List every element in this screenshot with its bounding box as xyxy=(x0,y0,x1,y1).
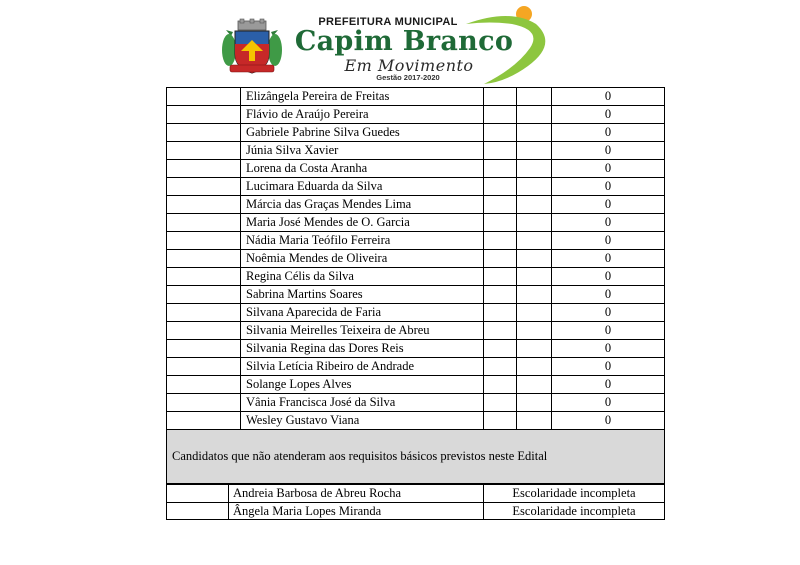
table-row xyxy=(167,394,664,412)
motto: Em Movimento xyxy=(344,56,474,75)
candidate-score: 0 xyxy=(604,359,612,373)
candidate-name: Sabrina Martins Soares xyxy=(241,286,484,303)
candidate-name: Silvania Regina das Dores Reis xyxy=(241,340,484,357)
index-cell xyxy=(167,88,241,105)
empty-cell xyxy=(484,214,517,231)
index-cell xyxy=(167,142,241,159)
candidate-name: Márcia das Graças Mendes Lima xyxy=(241,196,484,213)
table-row xyxy=(167,412,664,430)
section-title: Candidatos que não atenderam aos requisitos básicos previstos neste Edital xyxy=(172,449,548,463)
table-row xyxy=(167,502,664,520)
empty-cell xyxy=(484,250,517,267)
candidate-name: Nádia Maria Teófilo Ferreira xyxy=(241,232,484,249)
candidate-name: Noêmia Mendes de Oliveira xyxy=(241,250,484,267)
table-row xyxy=(167,124,664,142)
candidate-score: 0 xyxy=(604,305,612,319)
candidate-score: 0 xyxy=(604,413,612,427)
empty-cell xyxy=(484,160,517,177)
empty-cell xyxy=(517,214,552,231)
index-cell xyxy=(167,358,241,375)
index-cell xyxy=(167,232,241,249)
disqualified-section-banner xyxy=(166,430,665,484)
candidate-name: Elizângela Pereira de Freitas xyxy=(241,88,484,105)
index-cell xyxy=(167,250,241,267)
table-row xyxy=(167,142,664,160)
table-row xyxy=(167,484,664,502)
index-cell xyxy=(167,322,241,339)
table-row xyxy=(167,340,664,358)
candidate-score: 0 xyxy=(604,233,612,247)
disqualification-reason: Escolaridade incompleta xyxy=(512,486,636,500)
empty-cell xyxy=(484,358,517,375)
table-row xyxy=(167,358,664,376)
index-cell xyxy=(167,268,241,285)
empty-cell xyxy=(517,412,552,430)
empty-cell xyxy=(517,124,552,141)
empty-cell xyxy=(517,160,552,177)
table-row xyxy=(167,376,664,394)
empty-cell xyxy=(517,88,552,105)
candidate-score: 0 xyxy=(604,125,612,139)
candidate-name: Júnia Silva Xavier xyxy=(241,142,484,159)
index-cell xyxy=(167,340,241,357)
empty-cell xyxy=(517,232,552,249)
empty-cell xyxy=(517,250,552,267)
empty-cell xyxy=(517,142,552,159)
candidate-name: Maria José Mendes de O. Garcia xyxy=(241,214,484,231)
table-row xyxy=(167,304,664,322)
index-cell xyxy=(167,412,241,430)
table-row xyxy=(167,214,664,232)
candidate-name: Ângela Maria Lopes Miranda xyxy=(229,503,484,520)
empty-cell xyxy=(484,376,517,393)
candidate-score: 0 xyxy=(604,323,612,337)
sun-swoosh-icon xyxy=(450,4,560,86)
table-row xyxy=(167,178,664,196)
table-row xyxy=(167,196,664,214)
candidate-score: 0 xyxy=(604,161,612,175)
table-row xyxy=(167,160,664,178)
candidate-score: 0 xyxy=(604,107,612,121)
candidate-name: Flávio de Araújo Pereira xyxy=(241,106,484,123)
candidate-score: 0 xyxy=(604,215,612,229)
empty-cell xyxy=(484,106,517,123)
candidate-score: 0 xyxy=(604,197,612,211)
index-cell xyxy=(167,106,241,123)
candidate-name: Regina Célis da Silva xyxy=(241,268,484,285)
empty-cell xyxy=(517,394,552,411)
candidate-score: 0 xyxy=(604,143,612,157)
table-row xyxy=(167,286,664,304)
municipal-coat-of-arms-icon xyxy=(221,18,283,76)
empty-cell xyxy=(484,88,517,105)
table-row xyxy=(167,88,664,106)
index-cell xyxy=(167,394,241,411)
empty-cell xyxy=(517,178,552,195)
disqualified-table xyxy=(166,484,665,520)
candidate-name: Andreia Barbosa de Abreu Rocha xyxy=(229,485,484,502)
candidate-name: Gabriele Pabrine Silva Guedes xyxy=(241,124,484,141)
empty-cell xyxy=(517,268,552,285)
index-cell xyxy=(167,376,241,393)
index-cell xyxy=(167,214,241,231)
table-row xyxy=(167,322,664,340)
candidate-name: Solange Lopes Alves xyxy=(241,376,484,393)
empty-cell xyxy=(517,376,552,393)
index-cell xyxy=(167,485,229,502)
results-table xyxy=(166,87,665,430)
empty-cell xyxy=(484,394,517,411)
candidate-score: 0 xyxy=(604,89,612,103)
candidate-name: Lorena da Costa Aranha xyxy=(241,160,484,177)
empty-cell xyxy=(484,286,517,303)
table-row xyxy=(167,268,664,286)
index-cell xyxy=(167,160,241,177)
org-name: PREFEITURA MUNICIPAL xyxy=(318,16,458,28)
empty-cell xyxy=(517,340,552,357)
empty-cell xyxy=(484,142,517,159)
empty-cell xyxy=(517,304,552,321)
candidate-score: 0 xyxy=(604,287,612,301)
empty-cell xyxy=(517,322,552,339)
empty-cell xyxy=(484,178,517,195)
empty-cell xyxy=(517,196,552,213)
index-cell xyxy=(167,304,241,321)
table-row xyxy=(167,250,664,268)
candidate-score: 0 xyxy=(604,269,612,283)
index-cell xyxy=(167,286,241,303)
empty-cell xyxy=(517,286,552,303)
candidate-score: 0 xyxy=(604,341,612,355)
index-cell xyxy=(167,196,241,213)
disqualification-reason: Escolaridade incompleta xyxy=(512,504,636,518)
empty-cell xyxy=(484,304,517,321)
city-name: Capim Branco xyxy=(294,26,514,57)
candidate-name: Silvania Meirelles Teixeira de Abreu xyxy=(241,322,484,339)
empty-cell xyxy=(484,196,517,213)
candidate-name: Wesley Gustavo Viana xyxy=(241,412,484,430)
empty-cell xyxy=(484,232,517,249)
empty-cell xyxy=(484,268,517,285)
header-logo xyxy=(218,4,558,86)
empty-cell xyxy=(517,106,552,123)
empty-cell xyxy=(484,340,517,357)
candidate-name: Silvia Letícia Ribeiro de Andrade xyxy=(241,358,484,375)
empty-cell xyxy=(484,124,517,141)
empty-cell xyxy=(484,322,517,339)
candidate-name: Silvana Aparecida de Faria xyxy=(241,304,484,321)
candidate-score: 0 xyxy=(604,377,612,391)
empty-cell xyxy=(517,358,552,375)
table-row xyxy=(167,232,664,250)
candidate-name: Lucimara Eduarda da Silva xyxy=(241,178,484,195)
index-cell xyxy=(167,178,241,195)
empty-cell xyxy=(484,412,517,430)
candidate-score: 0 xyxy=(604,179,612,193)
candidate-score: 0 xyxy=(604,251,612,265)
candidate-score: 0 xyxy=(604,395,612,409)
administration-term: Gestão 2017-2020 xyxy=(376,73,440,82)
table-row xyxy=(167,106,664,124)
index-cell xyxy=(167,124,241,141)
index-cell xyxy=(167,503,229,520)
candidate-name: Vânia Francisca José da Silva xyxy=(241,394,484,411)
